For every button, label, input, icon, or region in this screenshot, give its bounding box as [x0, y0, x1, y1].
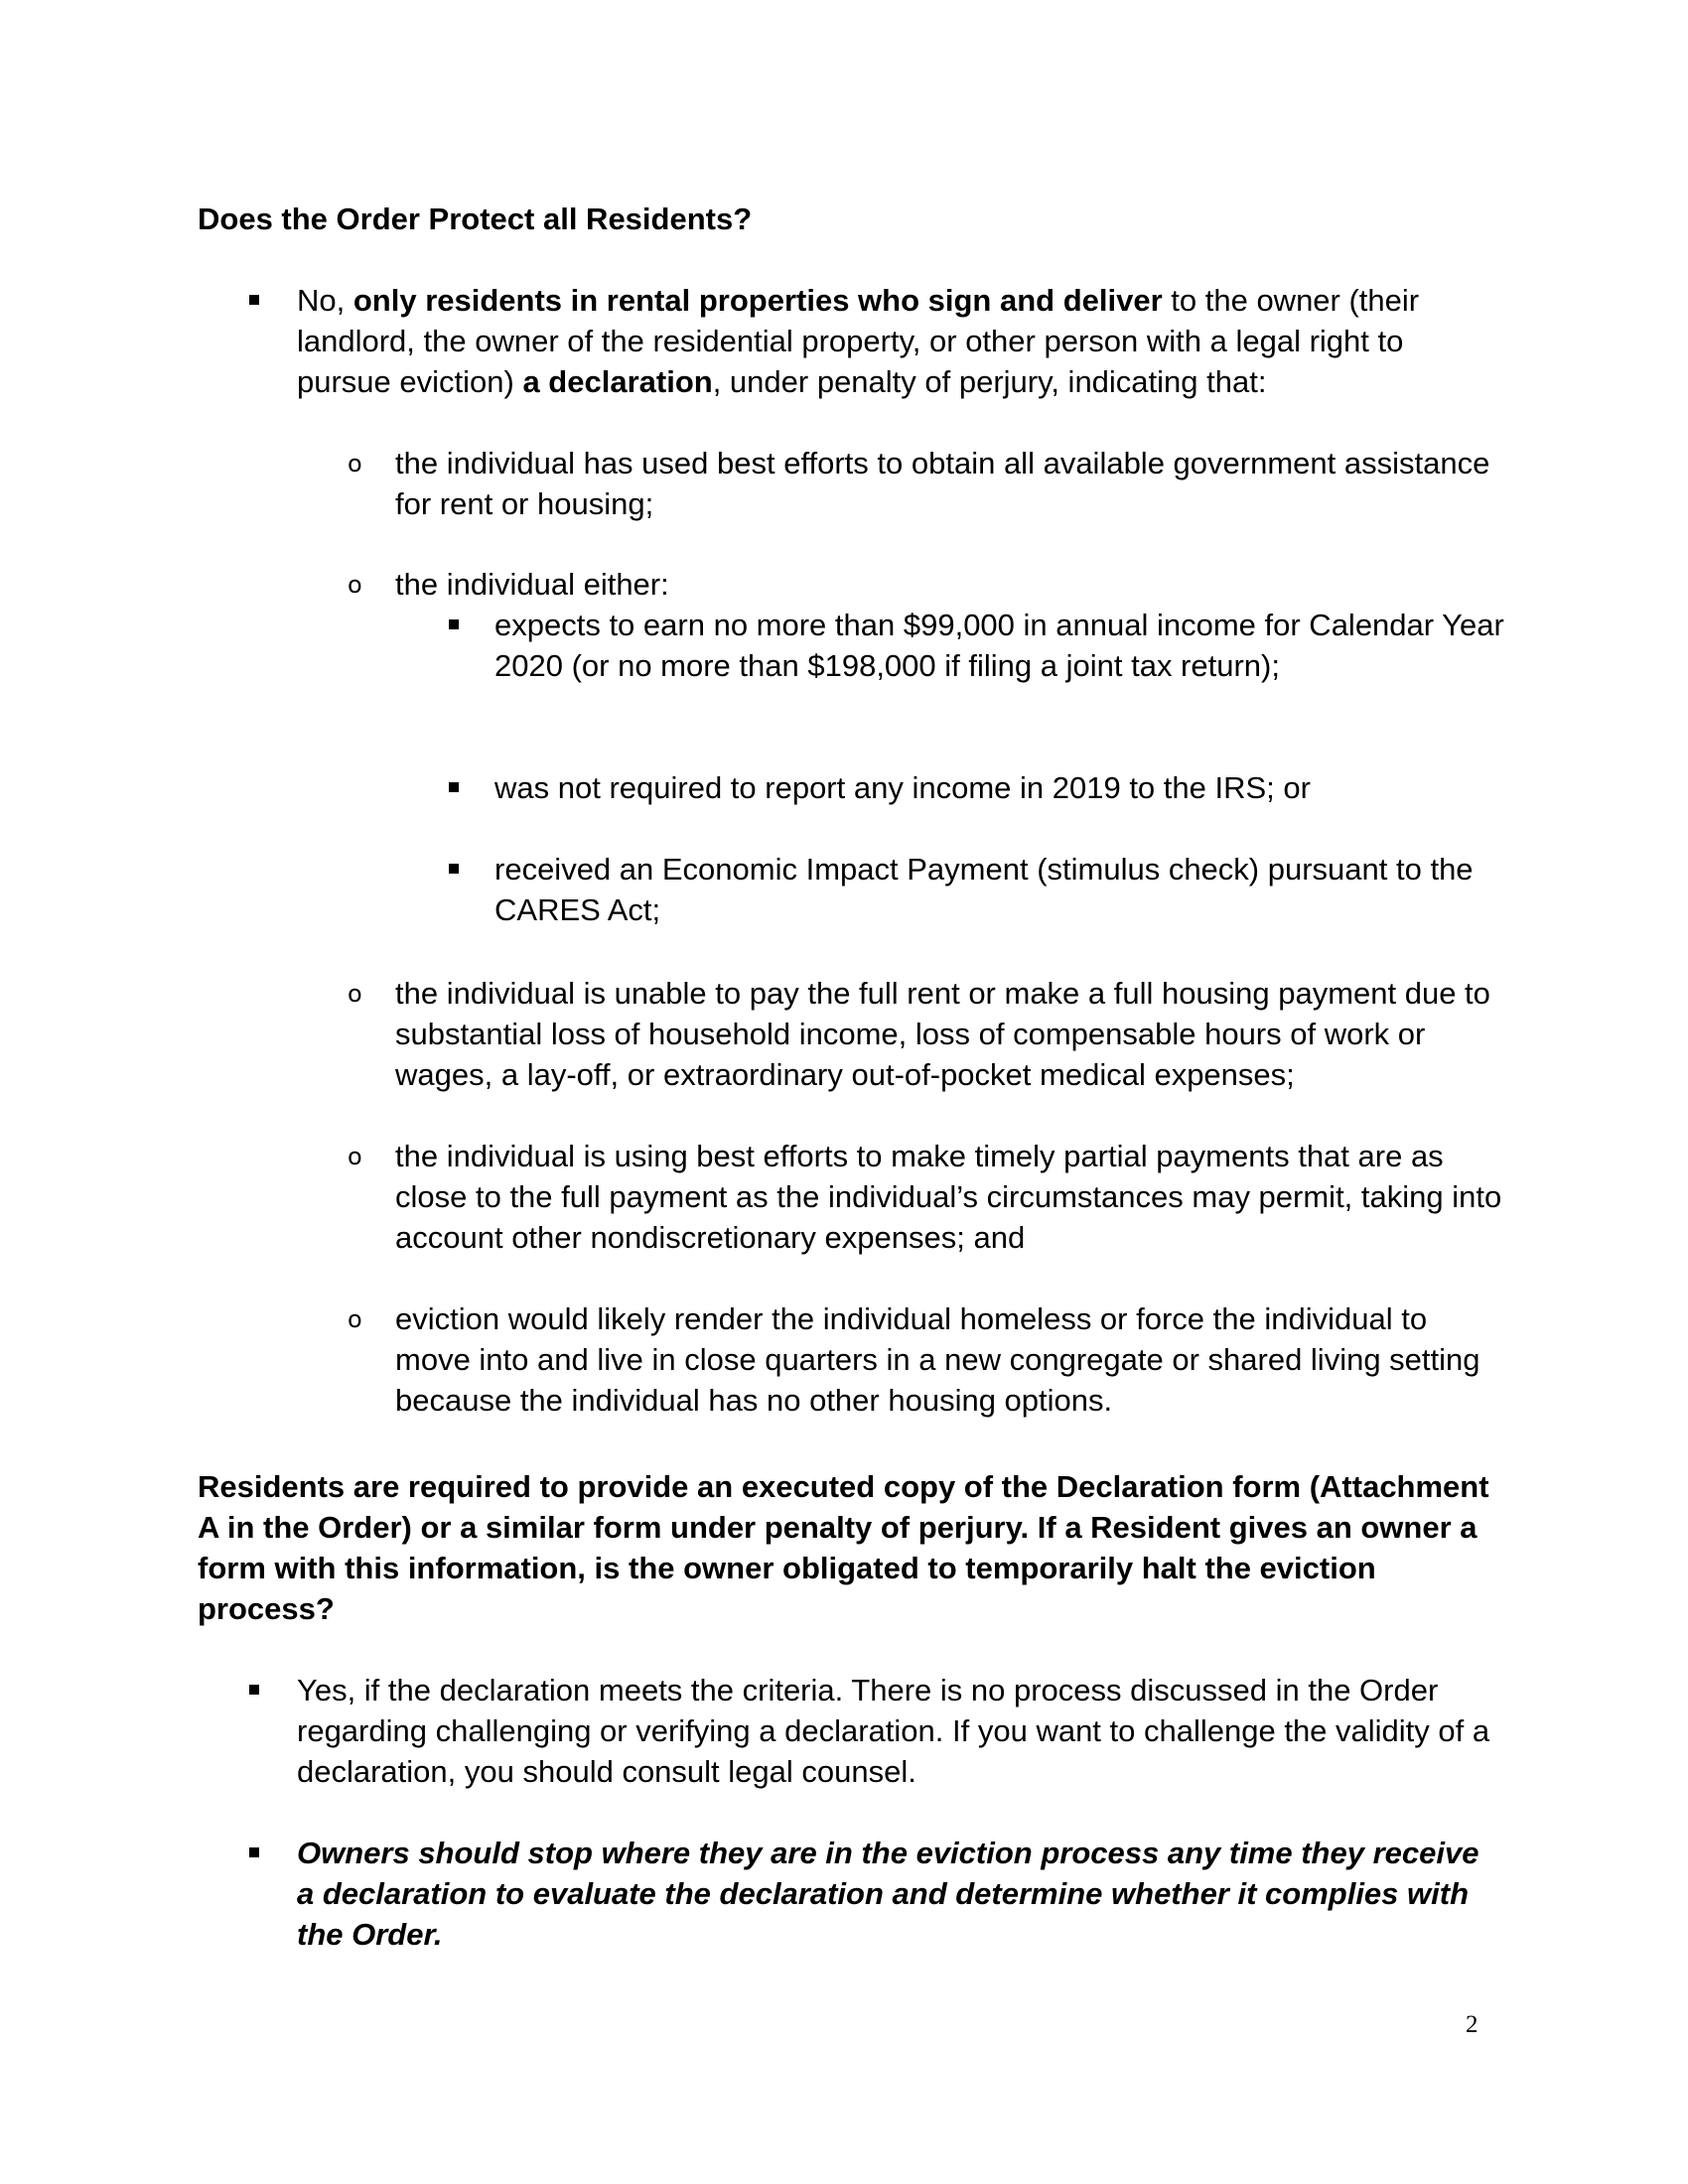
answer-text-3: to the owner (their landlord, the owner of the residential property, or other person with a legal right to pursue eviction) [297, 283, 1420, 399]
circle-bullet-icon: o [348, 571, 362, 599]
square-bullet-icon [449, 782, 459, 792]
page-number: 2 [1466, 2011, 1478, 2038]
list-item-criterion-either [348, 564, 1507, 605]
circle-bullet-icon: o [348, 1305, 362, 1333]
list-item-criterion-homeless [348, 1298, 1507, 1421]
answer-text: Yes, if the declaration meets the criteria. There is no process discussed in the Order regarding challenging or verifying a declaration. If you want to challenge the validity of a declaration, you should consult legal counsel. [297, 1673, 1490, 1789]
list-item-answer-yes [297, 1670, 1498, 1792]
list-item-criterion-assistance [348, 443, 1507, 524]
answer-text-4-bold: a declaration [522, 364, 713, 399]
criterion-text: the individual has used best efforts to obtain all available government assistance for rent or housing; [395, 446, 1490, 521]
list-item-answer-residents [297, 280, 1498, 402]
list-item-irs-option [494, 767, 1507, 808]
criterion-text: the individual is using best efforts to make timely partial payments that are as close to the full payment as the individual’s circumstances may permit, taking into account other nondiscretionary expenses; and [395, 1139, 1502, 1255]
option-text: was not required to report any income in 2019 to the IRS; or [494, 770, 1311, 805]
answer-text-emphasis: Owners should stop where they are in the eviction process any time they receive a declaration to evaluate the declaration and determine whether it complies with the Order. [297, 1836, 1479, 1952]
criterion-text: the individual is unable to pay the full rent or make a full housing payment due to substantial loss of household income, loss of compensable hours of work or wages, a lay-off, or extraordinary out-of-pocket medical expenses; [395, 976, 1490, 1092]
square-bullet-icon [449, 619, 459, 629]
answer-text-2-bold: only residents in rental properties who sign and deliver [352, 283, 1163, 318]
square-bullet-icon [449, 864, 459, 874]
list-item-criterion-partial-payments [348, 1136, 1507, 1258]
section-heading-residents: Does the Order Protect all Residents? [198, 202, 753, 236]
circle-bullet-icon: o [348, 450, 362, 478]
answer-text-1: No, [297, 283, 353, 318]
criterion-text: eviction would likely render the individual homeless or force the individual to move into and live in close quarters in a new congregate or shared living setting because the individual has no other housing options. [395, 1301, 1480, 1418]
criterion-text: the individual either: [395, 567, 669, 602]
list-item-stimulus-option [494, 849, 1507, 930]
option-text: expects to earn no more than $99,000 in annual income for Calendar Year 2020 (or no more than $198,000 if filing a joint tax return); [494, 608, 1504, 683]
circle-bullet-icon: o [348, 1143, 362, 1170]
square-bullet-icon [249, 1847, 259, 1857]
list-item-income-option [494, 605, 1507, 686]
section-heading-declaration: Residents are required to provide an executed copy of the Declaration form (Attachment A in the Order) or a similar form under penalty of perjury. If a Resident gives an owner a form with this information, is the owner obligated to temporarily halt the eviction process? [198, 1469, 1489, 1626]
option-text: received an Economic Impact Payment (stimulus check) pursuant to the CARES Act; [494, 852, 1474, 927]
answer-text-5: , under penalty of perjury, indicating that: [712, 364, 1267, 399]
circle-bullet-icon: o [348, 980, 362, 1008]
square-bullet-icon [249, 295, 259, 305]
list-item-owners-should-stop [297, 1833, 1498, 1955]
list-item-criterion-unable-to-pay [348, 973, 1507, 1095]
square-bullet-icon [249, 1685, 259, 1695]
